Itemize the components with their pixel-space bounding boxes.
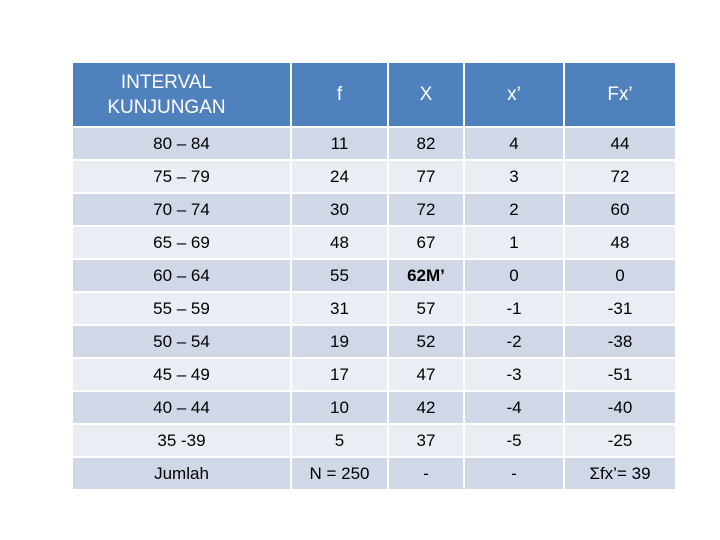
cell-x-prime: 1 [464,226,564,259]
cell-f: 48 [291,226,388,259]
cell-x-prime: -1 [464,292,564,325]
cell-fx-prime: -25 [564,424,675,457]
cell-x-assumed-mean: 62M’ [388,259,464,292]
cell-fx-prime: -31 [564,292,675,325]
cell-x: 42 [388,391,464,424]
cell-x-prime: -3 [464,358,564,391]
cell-x-prime: -5 [464,424,564,457]
cell-f: 10 [291,391,388,424]
cell-f: 30 [291,193,388,226]
header-f: f [291,63,388,127]
cell-interval: 70 – 74 [73,193,291,226]
cell-x-prime: 4 [464,127,564,160]
frequency-table [73,63,675,489]
cell-fx-prime: -38 [564,325,675,358]
table-row [73,226,675,259]
cell-total-sum-fx-prime: Σfx’= 39 [564,457,675,489]
cell-total-n: N = 250 [291,457,388,489]
cell-fx-prime: 48 [564,226,675,259]
header-fx-prime: Fx’ [564,63,675,127]
cell-interval: 50 – 54 [73,325,291,358]
table-row [73,358,675,391]
cell-total-x-prime: - [464,457,564,489]
cell-total-x: - [388,457,464,489]
table-row [73,292,675,325]
cell-x-prime: 0 [464,259,564,292]
cell-interval: 55 – 59 [73,292,291,325]
cell-fx-prime: 72 [564,160,675,193]
cell-fx-prime: 60 [564,193,675,226]
cell-x: 82 [388,127,464,160]
cell-f: 24 [291,160,388,193]
cell-interval: 60 – 64 [73,259,291,292]
cell-x: 47 [388,358,464,391]
cell-f: 11 [291,127,388,160]
cell-interval: 65 – 69 [73,226,291,259]
cell-x: 52 [388,325,464,358]
cell-x: 37 [388,424,464,457]
cell-interval: 35 -39 [73,424,291,457]
cell-interval: 75 – 79 [73,160,291,193]
cell-x: 77 [388,160,464,193]
table-row [73,325,675,358]
cell-fx-prime: 44 [564,127,675,160]
table-total-row [73,457,675,489]
cell-x-prime: 3 [464,160,564,193]
header-x-prime: x’ [464,63,564,127]
cell-interval: 40 – 44 [73,391,291,424]
table-row [73,424,675,457]
cell-fx-prime: -40 [564,391,675,424]
cell-fx-prime: -51 [564,358,675,391]
cell-x-prime: 2 [464,193,564,226]
cell-x: 72 [388,193,464,226]
cell-f: 19 [291,325,388,358]
table-row [73,391,675,424]
table-header-row [73,63,675,127]
cell-x: 67 [388,226,464,259]
cell-f: 31 [291,292,388,325]
header-x: X [388,63,464,127]
header-interval: INTERVAL KUNJUNGAN [73,63,291,127]
cell-total-label: Jumlah [73,457,291,489]
cell-f: 17 [291,358,388,391]
table-row [73,259,675,292]
table-row [73,127,675,160]
cell-interval: 45 – 49 [73,358,291,391]
cell-f: 5 [291,424,388,457]
cell-interval: 80 – 84 [73,127,291,160]
cell-f: 55 [291,259,388,292]
table-row [73,160,675,193]
cell-fx-prime: 0 [564,259,675,292]
cell-x: 57 [388,292,464,325]
table-row [73,193,675,226]
cell-x-prime: -2 [464,325,564,358]
cell-x-prime: -4 [464,391,564,424]
